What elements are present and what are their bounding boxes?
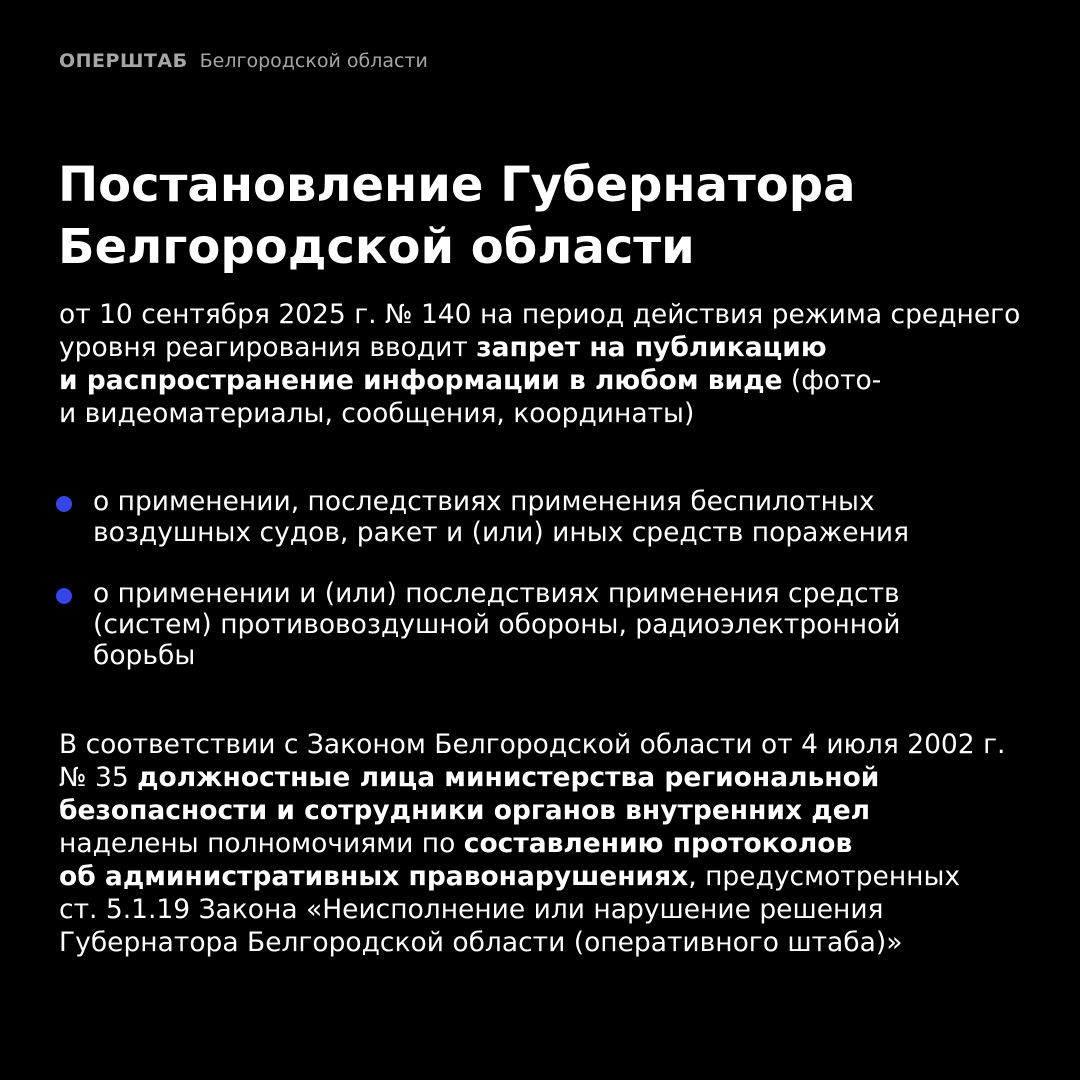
page-title	[58, 154, 1038, 278]
list-item	[93, 578, 900, 671]
intro-text: уровня реагирования вводит	[59, 332, 477, 363]
law-emphasis: безопасности и сотрудники органов внутренних дел	[59, 795, 871, 826]
law-line	[59, 794, 1005, 827]
law-line: В соответствии с Законом Белгородской области от 4 июля 2002 г.	[59, 729, 1006, 760]
law-emphasis: должностные лица министерства региональной	[137, 762, 880, 793]
law-line	[59, 761, 1005, 794]
bullet-dot-icon	[56, 496, 72, 512]
law-text: № 35	[59, 762, 138, 793]
law-text: наделены полномочиями по	[59, 828, 464, 859]
law-emphasis: составлению протоколов	[463, 828, 853, 859]
list-item-line: воздушных судов, ракет и (или) иных средств поражения	[93, 517, 910, 548]
list-item-line: (систем) противовоздушной обороны, радиоэлектронной	[93, 609, 901, 640]
page-title-line-1: Постановление Губернатора	[58, 157, 856, 213]
bullet-dot-icon	[56, 588, 72, 604]
law-emphasis: об административных правонарушениях	[59, 861, 689, 892]
header	[59, 50, 428, 72]
intro-text: (фото-	[782, 365, 882, 396]
law-line: ст. 5.1.19 Закона «Неисполнение или нарушение решения	[59, 894, 884, 925]
law-line: Губернатора Белгородской области (оперативного штаба)»	[59, 927, 903, 958]
intro-paragraph	[59, 298, 1020, 430]
law-paragraph	[59, 728, 1005, 959]
intro-line	[59, 331, 1020, 364]
law-line	[59, 827, 1005, 860]
intro-line	[59, 364, 1020, 397]
law-line	[59, 860, 1005, 893]
list-item-line: борьбы	[93, 640, 196, 671]
law-text: , предусмотренных	[688, 861, 961, 892]
page-title-line-2: Белгородской области	[58, 219, 695, 275]
brand-logo-text: ОПЕРШТАБ	[59, 50, 188, 72]
list-item	[93, 486, 909, 548]
brand-region: Белгородской области	[199, 50, 428, 72]
intro-emphasis: запрет на публикацию	[476, 332, 827, 363]
list-item-line: о применении и (или) последствиях применения средств	[93, 578, 900, 609]
intro-line: от 10 сентября 2025 г. № 140 на период действия режима среднего	[59, 299, 1021, 330]
intro-emphasis: и распространение информации в любом виде	[59, 365, 783, 396]
intro-line: и видеоматериалы, сообщения, координаты)	[59, 398, 695, 429]
list-item-line: о применении, последствиях применения беспилотных	[93, 486, 875, 517]
